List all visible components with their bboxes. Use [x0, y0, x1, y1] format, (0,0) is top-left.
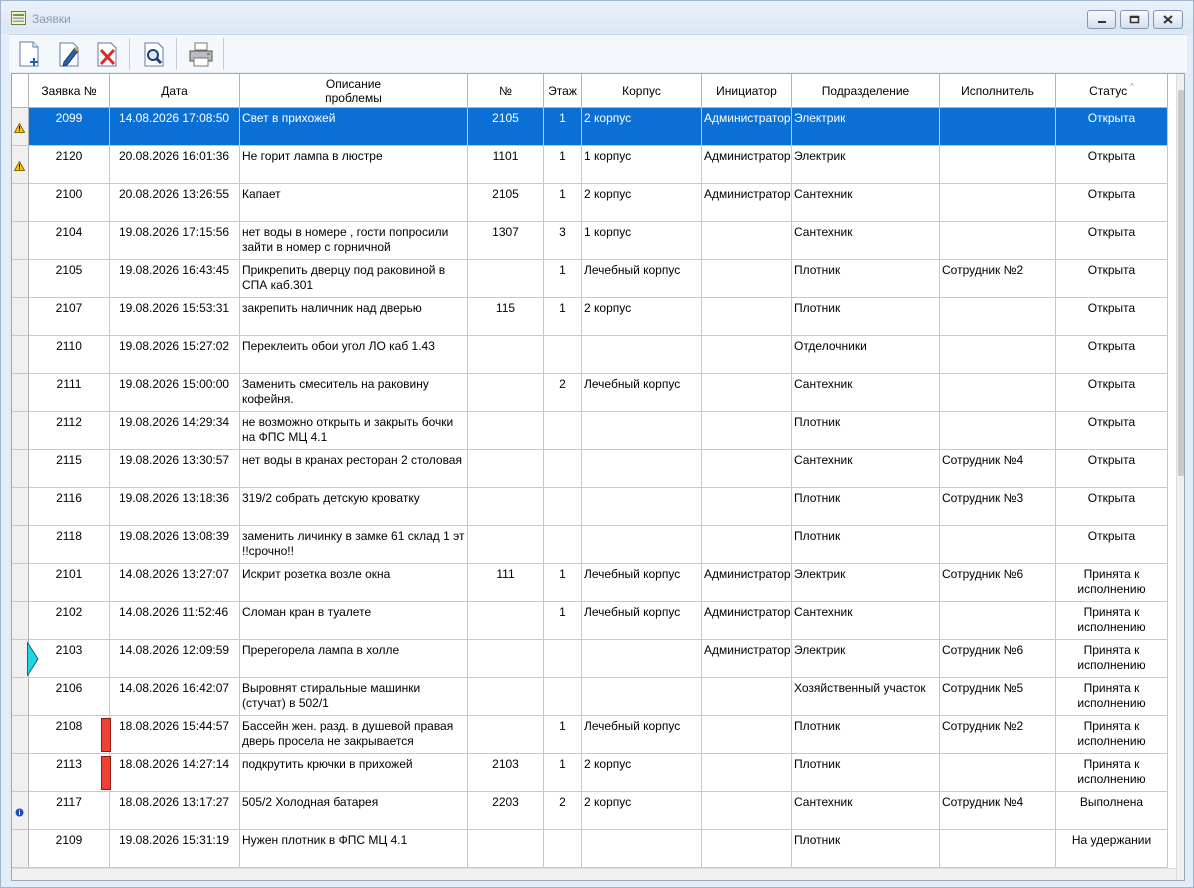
cell-building[interactable]: 1 корпус: [582, 146, 702, 184]
cell-date[interactable]: 19.08.2026 15:53:31: [110, 298, 240, 336]
column-header-room-label: №: [499, 83, 512, 98]
column-header-floor[interactable]: [544, 74, 582, 108]
cell-department[interactable]: Отделочники: [792, 336, 940, 374]
cell-department[interactable]: Плотник: [792, 526, 940, 564]
cell-id[interactable]: 2120: [29, 146, 110, 184]
priority-flag-icon: [101, 756, 111, 790]
vertical-scrollbar-thumb[interactable]: [1178, 90, 1184, 476]
cell-executor[interactable]: [940, 412, 1056, 450]
cell-department[interactable]: Сантехник: [792, 792, 940, 830]
cell-date[interactable]: 18.08.2026 15:44:57: [110, 716, 240, 754]
cell-id[interactable]: 2115: [29, 450, 110, 488]
row-indicator-cell[interactable]: [12, 754, 29, 792]
cell-building[interactable]: [582, 336, 702, 374]
cell-id[interactable]: 2103: [29, 640, 110, 678]
cell-initiator[interactable]: [702, 716, 792, 754]
toolbar: [9, 34, 1187, 72]
cell-status[interactable]: Открыта: [1056, 488, 1168, 526]
toolbar-separator: [223, 38, 224, 70]
new-document-icon: [16, 40, 42, 68]
column-header-id-label: Заявка №: [41, 83, 97, 98]
cell-room[interactable]: [468, 260, 544, 298]
warning-icon: [14, 160, 25, 175]
minimize-button[interactable]: [1087, 10, 1116, 29]
cell-department[interactable]: Сантехник: [792, 184, 940, 222]
cell-floor[interactable]: 1: [544, 184, 582, 222]
cell-description[interactable]: Прикрепить дверцу под раковиной в СПА каб.301: [240, 260, 468, 298]
cell-status[interactable]: Принята к исполнению: [1056, 564, 1168, 602]
cell-room[interactable]: [468, 678, 544, 716]
cell-initiator[interactable]: [702, 374, 792, 412]
close-icon: [1163, 15, 1173, 24]
table-row[interactable]: [12, 678, 1176, 716]
cell-date[interactable]: 18.08.2026 14:27:14: [110, 754, 240, 792]
column-header-executor[interactable]: [940, 74, 1056, 108]
cell-department[interactable]: Электрик: [792, 564, 940, 602]
cell-room[interactable]: 1307: [468, 222, 544, 260]
cell-department[interactable]: Сантехник: [792, 222, 940, 260]
cell-department[interactable]: Плотник: [792, 298, 940, 336]
row-indicator-cell[interactable]: [12, 678, 29, 716]
sort-ascending-icon: ^: [1130, 81, 1134, 91]
cell-executor[interactable]: Сотрудник №4: [940, 450, 1056, 488]
delete-document-icon: [94, 40, 120, 68]
cell-status[interactable]: Открыта: [1056, 184, 1168, 222]
row-indicator-cell[interactable]: [12, 184, 29, 222]
cell-status[interactable]: Открыта: [1056, 450, 1168, 488]
priority-flag-icon: [101, 718, 111, 752]
cell-floor[interactable]: [544, 640, 582, 678]
column-header-initiator[interactable]: [702, 74, 792, 108]
cell-room[interactable]: [468, 716, 544, 754]
cell-status[interactable]: Принята к исполнению: [1056, 716, 1168, 754]
cell-department[interactable]: Плотник: [792, 488, 940, 526]
cell-date[interactable]: 19.08.2026 16:43:45: [110, 260, 240, 298]
cell-floor[interactable]: [544, 830, 582, 868]
cell-initiator[interactable]: Администратор: [702, 146, 792, 184]
cell-description[interactable]: Переклеить обои угол ЛО каб 1.43: [240, 336, 468, 374]
cell-executor[interactable]: [940, 146, 1056, 184]
column-header-id[interactable]: [29, 74, 110, 108]
cell-description[interactable]: Заменить смеситель на раковину кофейня.: [240, 374, 468, 412]
table-row[interactable]: [12, 222, 1176, 260]
cell-department[interactable]: Электрик: [792, 640, 940, 678]
cell-floor[interactable]: 2: [544, 792, 582, 830]
cell-building[interactable]: Лечебный корпус: [582, 374, 702, 412]
cell-room[interactable]: 2203: [468, 792, 544, 830]
cell-room[interactable]: 115: [468, 298, 544, 336]
cell-executor[interactable]: Сотрудник №4: [940, 792, 1056, 830]
cell-date[interactable]: 20.08.2026 16:01:36: [110, 146, 240, 184]
cell-id[interactable]: 2108: [29, 716, 110, 754]
cell-initiator[interactable]: [702, 260, 792, 298]
table-row[interactable]: [12, 374, 1176, 412]
delete-request-button[interactable]: [91, 38, 123, 70]
restore-icon: [1129, 15, 1140, 24]
cell-floor[interactable]: 1: [544, 146, 582, 184]
cell-description[interactable]: Искрит розетка возле окна: [240, 564, 468, 602]
row-indicator-cell[interactable]: [12, 830, 29, 868]
cell-executor[interactable]: [940, 830, 1056, 868]
cell-description[interactable]: Выровнят стиральные машинки (стучат) в 502/1: [240, 678, 468, 716]
table-row[interactable]: [12, 716, 1176, 754]
cell-id[interactable]: 2111: [29, 374, 110, 412]
cell-description[interactable]: Капает: [240, 184, 468, 222]
new-request-button[interactable]: [13, 38, 45, 70]
cell-department[interactable]: Сантехник: [792, 450, 940, 488]
cell-description[interactable]: не возможно открыть и закрыть бочки на ФПС МЦ 4.1: [240, 412, 468, 450]
cell-status[interactable]: Принята к исполнению: [1056, 754, 1168, 792]
cell-status[interactable]: На удержании: [1056, 830, 1168, 868]
cell-building[interactable]: [582, 488, 702, 526]
cell-id[interactable]: 2109: [29, 830, 110, 868]
cell-date[interactable]: 14.08.2026 17:08:50: [110, 108, 240, 146]
maximize-button[interactable]: [1120, 10, 1149, 29]
table-row[interactable]: [12, 754, 1176, 792]
cell-building[interactable]: 2 корпус: [582, 792, 702, 830]
cell-floor[interactable]: 3: [544, 222, 582, 260]
cell-date[interactable]: 19.08.2026 15:31:19: [110, 830, 240, 868]
cell-status[interactable]: Открыта: [1056, 108, 1168, 146]
cell-building[interactable]: [582, 412, 702, 450]
cell-initiator[interactable]: Администратор: [702, 564, 792, 602]
cell-building[interactable]: [582, 526, 702, 564]
cell-description[interactable]: заменить личинку в замке 61 склад 1 эт !!срочно!!: [240, 526, 468, 564]
cell-floor[interactable]: 1: [544, 602, 582, 640]
app-table-icon: [11, 11, 26, 25]
table-row[interactable]: [12, 184, 1176, 222]
cell-executor[interactable]: Сотрудник №6: [940, 564, 1056, 602]
cell-initiator[interactable]: [702, 298, 792, 336]
printer-icon: [187, 40, 215, 68]
cell-description[interactable]: Нужен плотник в ФПС МЦ 4.1: [240, 830, 468, 868]
cell-description[interactable]: Свет в прихожей: [240, 108, 468, 146]
column-header-executor-label: Исполнитель: [961, 83, 1034, 98]
cell-status[interactable]: Открыта: [1056, 146, 1168, 184]
cell-building[interactable]: [582, 830, 702, 868]
cell-date[interactable]: 19.08.2026 17:15:56: [110, 222, 240, 260]
cell-description[interactable]: нет воды в кранах ресторан 2 столовая: [240, 450, 468, 488]
cell-date[interactable]: 14.08.2026 13:27:07: [110, 564, 240, 602]
cell-building[interactable]: 2 корпус: [582, 184, 702, 222]
row-indicator-cell[interactable]: [12, 412, 29, 450]
table-row[interactable]: [12, 792, 1176, 830]
cell-executor[interactable]: [940, 184, 1056, 222]
column-header-department[interactable]: [792, 74, 940, 108]
row-indicator-cell[interactable]: [12, 222, 29, 260]
column-header-building[interactable]: [582, 74, 702, 108]
cell-initiator[interactable]: [702, 488, 792, 526]
cell-initiator[interactable]: Администратор: [702, 184, 792, 222]
cell-room[interactable]: [468, 412, 544, 450]
cell-floor[interactable]: 1: [544, 108, 582, 146]
cell-department[interactable]: Плотник: [792, 716, 940, 754]
cell-executor[interactable]: [940, 222, 1056, 260]
cell-status[interactable]: Открыта: [1056, 260, 1168, 298]
cell-executor[interactable]: Сотрудник №3: [940, 488, 1056, 526]
cell-floor[interactable]: [544, 488, 582, 526]
cell-status[interactable]: Открыта: [1056, 336, 1168, 374]
cell-room[interactable]: [468, 374, 544, 412]
cell-floor[interactable]: 1: [544, 260, 582, 298]
cell-id[interactable]: 2099: [29, 108, 110, 146]
cell-initiator[interactable]: [702, 754, 792, 792]
row-indicator-cell[interactable]: [12, 336, 29, 374]
vertical-scrollbar[interactable]: [1176, 74, 1185, 880]
cell-initiator[interactable]: Администратор: [702, 640, 792, 678]
cell-id[interactable]: 2101: [29, 564, 110, 602]
row-indicator-cell[interactable]: [12, 564, 29, 602]
cell-executor[interactable]: [940, 526, 1056, 564]
row-indicator-cell[interactable]: [12, 640, 29, 678]
table-row[interactable]: [12, 640, 1176, 678]
cell-date[interactable]: 19.08.2026 13:08:39: [110, 526, 240, 564]
table-row[interactable]: [12, 564, 1176, 602]
cell-room[interactable]: [468, 602, 544, 640]
cell-department[interactable]: Плотник: [792, 830, 940, 868]
cell-building[interactable]: [582, 450, 702, 488]
column-header-date[interactable]: [110, 74, 240, 108]
cell-date[interactable]: 18.08.2026 13:17:27: [110, 792, 240, 830]
cell-description[interactable]: подкрутить крючки в прихожей: [240, 754, 468, 792]
cell-initiator[interactable]: [702, 336, 792, 374]
cell-department[interactable]: Хозяйственный участок: [792, 678, 940, 716]
row-indicator-cell[interactable]: [12, 450, 29, 488]
cell-department[interactable]: Сантехник: [792, 374, 940, 412]
cell-date[interactable]: 14.08.2026 16:42:07: [110, 678, 240, 716]
cell-floor[interactable]: 1: [544, 754, 582, 792]
table-row[interactable]: [12, 830, 1176, 868]
row-indicator-cell[interactable]: [12, 792, 29, 830]
table-row[interactable]: [12, 412, 1176, 450]
cell-building[interactable]: Лечебный корпус: [582, 564, 702, 602]
cell-date[interactable]: 19.08.2026 13:30:57: [110, 450, 240, 488]
cell-executor[interactable]: [940, 754, 1056, 792]
row-indicator-cell[interactable]: [12, 488, 29, 526]
table-row[interactable]: [12, 298, 1176, 336]
column-header-status[interactable]: [1056, 74, 1168, 108]
cell-floor[interactable]: [544, 412, 582, 450]
cell-id[interactable]: 2116: [29, 488, 110, 526]
cell-room[interactable]: [468, 640, 544, 678]
cell-status[interactable]: Открыта: [1056, 374, 1168, 412]
cell-id[interactable]: 2110: [29, 336, 110, 374]
table-row[interactable]: [12, 108, 1176, 146]
cell-description[interactable]: Сломан кран в туалете: [240, 602, 468, 640]
cell-building[interactable]: [582, 640, 702, 678]
cell-department[interactable]: Электрик: [792, 108, 940, 146]
table-row[interactable]: [12, 146, 1176, 184]
cell-executor[interactable]: Сотрудник №5: [940, 678, 1056, 716]
cell-building[interactable]: 2 корпус: [582, 108, 702, 146]
cell-date[interactable]: 19.08.2026 15:00:00: [110, 374, 240, 412]
cell-initiator[interactable]: [702, 450, 792, 488]
cell-floor[interactable]: 2: [544, 374, 582, 412]
cell-date[interactable]: 19.08.2026 13:18:36: [110, 488, 240, 526]
cell-room[interactable]: 2105: [468, 184, 544, 222]
row-indicator-cell[interactable]: [12, 298, 29, 336]
cell-date[interactable]: 19.08.2026 14:29:34: [110, 412, 240, 450]
header-indicator-cell: [12, 74, 29, 108]
cell-department[interactable]: Сантехник: [792, 602, 940, 640]
horizontal-scrollbar[interactable]: [12, 868, 1176, 880]
cell-executor[interactable]: [940, 336, 1056, 374]
cell-date[interactable]: 14.08.2026 12:09:59: [110, 640, 240, 678]
cell-room[interactable]: [468, 488, 544, 526]
table-row[interactable]: [12, 336, 1176, 374]
cell-floor[interactable]: [544, 336, 582, 374]
cell-id[interactable]: 2106: [29, 678, 110, 716]
cell-status[interactable]: Открыта: [1056, 412, 1168, 450]
cell-floor[interactable]: [544, 678, 582, 716]
cell-room[interactable]: 2103: [468, 754, 544, 792]
cell-initiator[interactable]: [702, 830, 792, 868]
row-indicator-cell[interactable]: [12, 260, 29, 298]
cell-executor[interactable]: [940, 374, 1056, 412]
cell-room[interactable]: 1101: [468, 146, 544, 184]
cell-initiator[interactable]: Администратор: [702, 602, 792, 640]
print-button[interactable]: [185, 38, 217, 70]
close-button[interactable]: [1153, 10, 1183, 29]
view-request-button[interactable]: [138, 38, 170, 70]
cell-status[interactable]: Выполнена: [1056, 792, 1168, 830]
cell-id[interactable]: 2112: [29, 412, 110, 450]
column-header-department-label: Подразделение: [821, 83, 910, 98]
column-header-description[interactable]: [240, 74, 468, 108]
cell-building[interactable]: [582, 678, 702, 716]
row-indicator-cell[interactable]: [12, 526, 29, 564]
cell-executor[interactable]: Сотрудник №6: [940, 640, 1056, 678]
cell-floor[interactable]: [544, 526, 582, 564]
table-row[interactable]: [12, 450, 1176, 488]
cell-floor[interactable]: 1: [544, 716, 582, 754]
cell-executor[interactable]: [940, 298, 1056, 336]
cell-initiator[interactable]: [702, 678, 792, 716]
cell-building[interactable]: Лечебный корпус: [582, 260, 702, 298]
cell-executor[interactable]: Сотрудник №2: [940, 260, 1056, 298]
column-header-room[interactable]: [468, 74, 544, 108]
cell-building[interactable]: 2 корпус: [582, 298, 702, 336]
cell-room[interactable]: [468, 830, 544, 868]
cell-executor[interactable]: [940, 602, 1056, 640]
row-indicator-cell[interactable]: [12, 716, 29, 754]
table-row[interactable]: [12, 526, 1176, 564]
cell-id[interactable]: 2117: [29, 792, 110, 830]
column-header-initiator-label: Инициатор: [716, 83, 777, 98]
edit-pencil-icon: [56, 40, 82, 68]
cell-status[interactable]: Открыта: [1056, 526, 1168, 564]
cell-id[interactable]: 2118: [29, 526, 110, 564]
cell-description[interactable]: Не горит лампа в люстре: [240, 146, 468, 184]
cell-initiator[interactable]: [702, 526, 792, 564]
toolbar-separator: [129, 38, 130, 70]
row-indicator-cell[interactable]: [12, 108, 29, 146]
cell-initiator[interactable]: Администратор: [702, 108, 792, 146]
cell-status[interactable]: Открыта: [1056, 222, 1168, 260]
cell-room[interactable]: 111: [468, 564, 544, 602]
cell-description[interactable]: 319/2 собрать детскую кроватку: [240, 488, 468, 526]
cell-description[interactable]: 505/2 Холодная батарея: [240, 792, 468, 830]
toolbar-separator: [176, 38, 177, 70]
minimize-icon: [1097, 16, 1107, 24]
cell-department[interactable]: Электрик: [792, 146, 940, 184]
table-row[interactable]: [12, 260, 1176, 298]
column-header-description-line1: Описание: [325, 76, 382, 91]
cell-status[interactable]: Принята к исполнению: [1056, 602, 1168, 640]
cell-id[interactable]: 2113: [29, 754, 110, 792]
cell-description[interactable]: нет воды в номере , гости попросили зайти в номер с горничной: [240, 222, 468, 260]
column-header-description-line2: проблемы: [325, 90, 382, 105]
cell-executor[interactable]: Сотрудник №2: [940, 716, 1056, 754]
cell-id[interactable]: 2107: [29, 298, 110, 336]
cell-floor[interactable]: 1: [544, 564, 582, 602]
row-indicator-cell[interactable]: [12, 374, 29, 412]
cell-date[interactable]: 19.08.2026 15:27:02: [110, 336, 240, 374]
cell-floor[interactable]: 1: [544, 298, 582, 336]
search-magnifier-icon: [141, 40, 167, 68]
cell-initiator[interactable]: [702, 792, 792, 830]
cell-executor[interactable]: [940, 108, 1056, 146]
info-icon: [15, 806, 24, 821]
cell-department[interactable]: Плотник: [792, 754, 940, 792]
cell-id[interactable]: 2104: [29, 222, 110, 260]
cell-id[interactable]: 2100: [29, 184, 110, 222]
cell-description[interactable]: Пререгорела лампа в холле: [240, 640, 468, 678]
column-header-status-label: Статус: [1089, 83, 1128, 98]
cell-date[interactable]: 20.08.2026 13:26:55: [110, 184, 240, 222]
requests-table: [11, 73, 1185, 881]
cell-building[interactable]: 2 корпус: [582, 754, 702, 792]
table-row[interactable]: [12, 488, 1176, 526]
cell-status[interactable]: Открыта: [1056, 298, 1168, 336]
cell-description[interactable]: Бассейн жен. разд. в душевой правая дверь просела не закрывается: [240, 716, 468, 754]
cell-initiator[interactable]: [702, 222, 792, 260]
cell-room[interactable]: [468, 336, 544, 374]
cell-room[interactable]: [468, 450, 544, 488]
cell-id[interactable]: 2102: [29, 602, 110, 640]
cell-room[interactable]: 2105: [468, 108, 544, 146]
column-header-building-label: Корпус: [622, 83, 661, 98]
cell-room[interactable]: [468, 526, 544, 564]
row-indicator-cell[interactable]: [12, 146, 29, 184]
cell-building[interactable]: Лечебный корпус: [582, 716, 702, 754]
cell-department[interactable]: Плотник: [792, 412, 940, 450]
column-header-floor-label: Этаж: [548, 83, 577, 98]
cell-id[interactable]: 2105: [29, 260, 110, 298]
warning-icon: [14, 122, 25, 137]
edit-request-button[interactable]: [53, 38, 85, 70]
table-row[interactable]: [12, 602, 1176, 640]
cell-status[interactable]: Принята к исполнению: [1056, 678, 1168, 716]
window-title: Заявки: [32, 12, 71, 26]
cell-date[interactable]: 14.08.2026 11:52:46: [110, 602, 240, 640]
cell-status[interactable]: Принята к исполнению: [1056, 640, 1168, 678]
title-bar[interactable]: [1, 1, 1193, 33]
cell-description[interactable]: закрепить наличник над дверью: [240, 298, 468, 336]
cell-building[interactable]: 1 корпус: [582, 222, 702, 260]
cell-floor[interactable]: [544, 450, 582, 488]
cell-initiator[interactable]: [702, 412, 792, 450]
column-header-date-label: Дата: [161, 83, 188, 98]
cell-department[interactable]: Плотник: [792, 260, 940, 298]
cell-building[interactable]: Лечебный корпус: [582, 602, 702, 640]
row-indicator-cell[interactable]: [12, 602, 29, 640]
